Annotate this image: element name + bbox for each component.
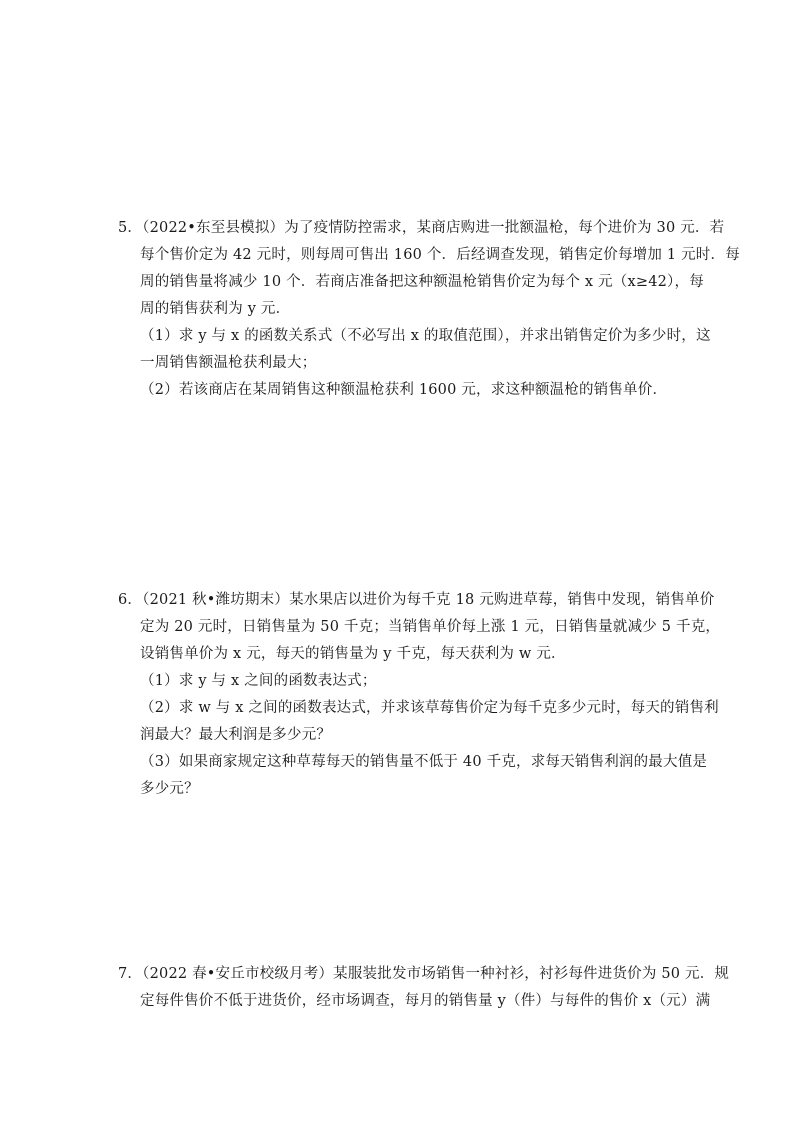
problem-7 — [118, 961, 730, 1015]
problem-line — [118, 215, 725, 242]
problem-number: 5． — [118, 220, 143, 236]
subquestion-1: （1）求 y 与 x 的函数关系式（不必写出 x 的取值范围），并求出销售定价为多少时，这 — [140, 328, 711, 344]
problem-line — [118, 587, 715, 614]
problem-number: 6． — [118, 592, 143, 608]
problem-line: 设销售单价为 x 元，每天的销售量为 y 千克，每天获利为 w 元． — [140, 646, 566, 662]
problem-line: 周的销售量将减少 10 个．若商店准备把这种额温枪销售价定为每个 x 元（x≥42），每 — [140, 274, 704, 290]
subquestion-3-cont: 多少元？ — [140, 781, 199, 797]
problem-text: 某水果店以进价为每千克 18 元购进草莓，销售中发现，销售单价 — [289, 592, 715, 608]
subquestion-2: （2）求 w 与 x 之间的函数表达式，并求该草莓售价定为每千克多少元时，每天的销售利 — [140, 700, 719, 716]
problem-source: （2021 秋•潍坊期末） — [142, 592, 290, 608]
subquestion-2-cont: 润最大？最大利润是多少元？ — [140, 727, 332, 743]
problem-line — [118, 961, 730, 988]
problem-source: （2022•东至县模拟） — [142, 220, 285, 236]
subquestion-3: （3）如果商家规定这种草莓每天的销售量不低于 40 千克，求每天销售利润的最大值是 — [140, 754, 708, 770]
problem-number: 7． — [118, 966, 143, 982]
subquestion-2: （2）若该商店在某周销售这种额温枪获利 1600 元，求这种额温枪的销售单价． — [140, 382, 668, 398]
subquestion-1: （1）求 y 与 x 之间的函数表达式； — [140, 673, 377, 689]
problem-text: 某服装批发市场销售一种衬衫，衬衫每件进货价为 50 元．规 — [333, 966, 730, 982]
problem-line: 每个售价定为 42 元时，则每周可售出 160 个．后经调查发现，销售定价每增加 1 元时．每 — [140, 247, 740, 263]
problem-text: 为了疫情防控需求，某商店购进一批额温枪，每个进价为 30 元．若 — [284, 220, 725, 236]
problem-5 — [118, 215, 740, 404]
problem-line: 定每件售价不低于进货价，经市场调查，每月的销售量 y（件）与每件的售价 x（元）满 — [140, 993, 711, 1009]
problem-line: 周的销售获利为 y 元． — [140, 301, 291, 317]
problem-source: （2022 春•安丘市校级月考） — [142, 966, 334, 982]
problem-line: 定为 20 元时，日销售量为 50 千克；当销售单价每上涨 1 元，日销售量就减少 5 千克， — [140, 619, 721, 635]
subquestion-1-cont: 一周销售额温枪获利最大； — [140, 355, 317, 371]
problem-6 — [118, 587, 721, 803]
